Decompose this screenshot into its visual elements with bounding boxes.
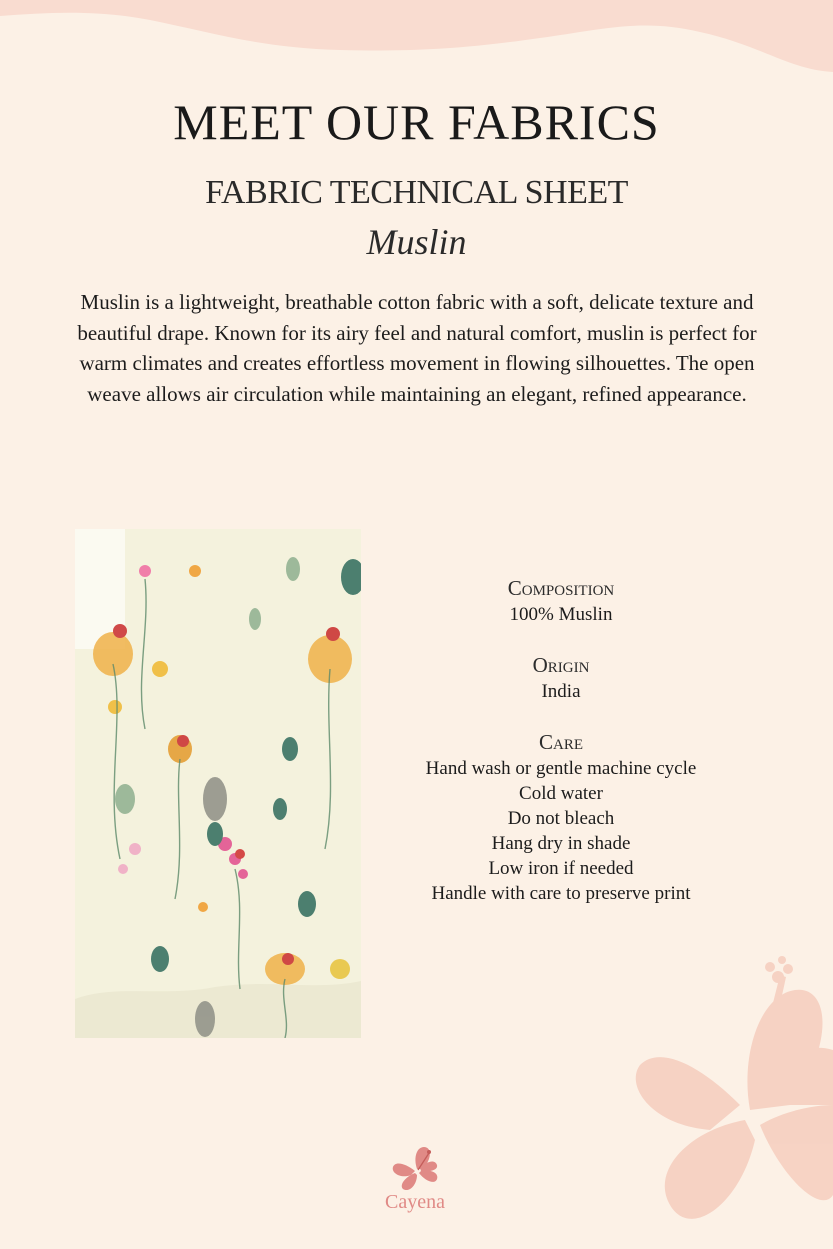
care-item: Hand wash or gentle machine cycle: [425, 758, 697, 779]
origin-heading: Origin: [532, 653, 590, 677]
fabric-specs: [380, 574, 742, 930]
fabric-description: Muslin is a lightweight, breathable cotton fabric with a soft, delicate texture and beautiful drape. Known for its airy feel and natural comfort, muslin is perfect for warm climates and creates effortless movement in flowing silhouettes. The open weave allows air circulation while maintaining an elegant, refined appearance.: [77, 290, 757, 406]
care-item: Do not bleach: [507, 808, 615, 829]
composition-section: [380, 574, 742, 627]
care-heading: Care: [538, 730, 583, 754]
page-title: MEET OUR FABRICS: [173, 94, 660, 150]
care-item: Handle with care to preserve print: [431, 883, 691, 904]
fabric-photo: [75, 529, 361, 1038]
origin-value: India: [541, 681, 581, 702]
top-wave-decoration: [0, 0, 833, 80]
brand-logo: [365, 1145, 465, 1214]
care-item: Low iron if needed: [488, 858, 634, 879]
hibiscus-decoration-icon: [630, 955, 833, 1249]
hibiscus-logo-icon: [391, 1145, 439, 1191]
care-section: [380, 728, 742, 906]
care-item: Hang dry in shade: [491, 833, 631, 854]
origin-section: [380, 651, 742, 704]
page-subtitle: FABRIC TECHNICAL SHEET: [205, 174, 628, 211]
care-item: Cold water: [519, 783, 603, 804]
composition-heading: Composition: [507, 576, 615, 600]
fabric-name: Muslin: [366, 222, 467, 262]
brand-name: Cayena: [385, 1191, 445, 1213]
composition-value: 100% Muslin: [509, 604, 613, 625]
